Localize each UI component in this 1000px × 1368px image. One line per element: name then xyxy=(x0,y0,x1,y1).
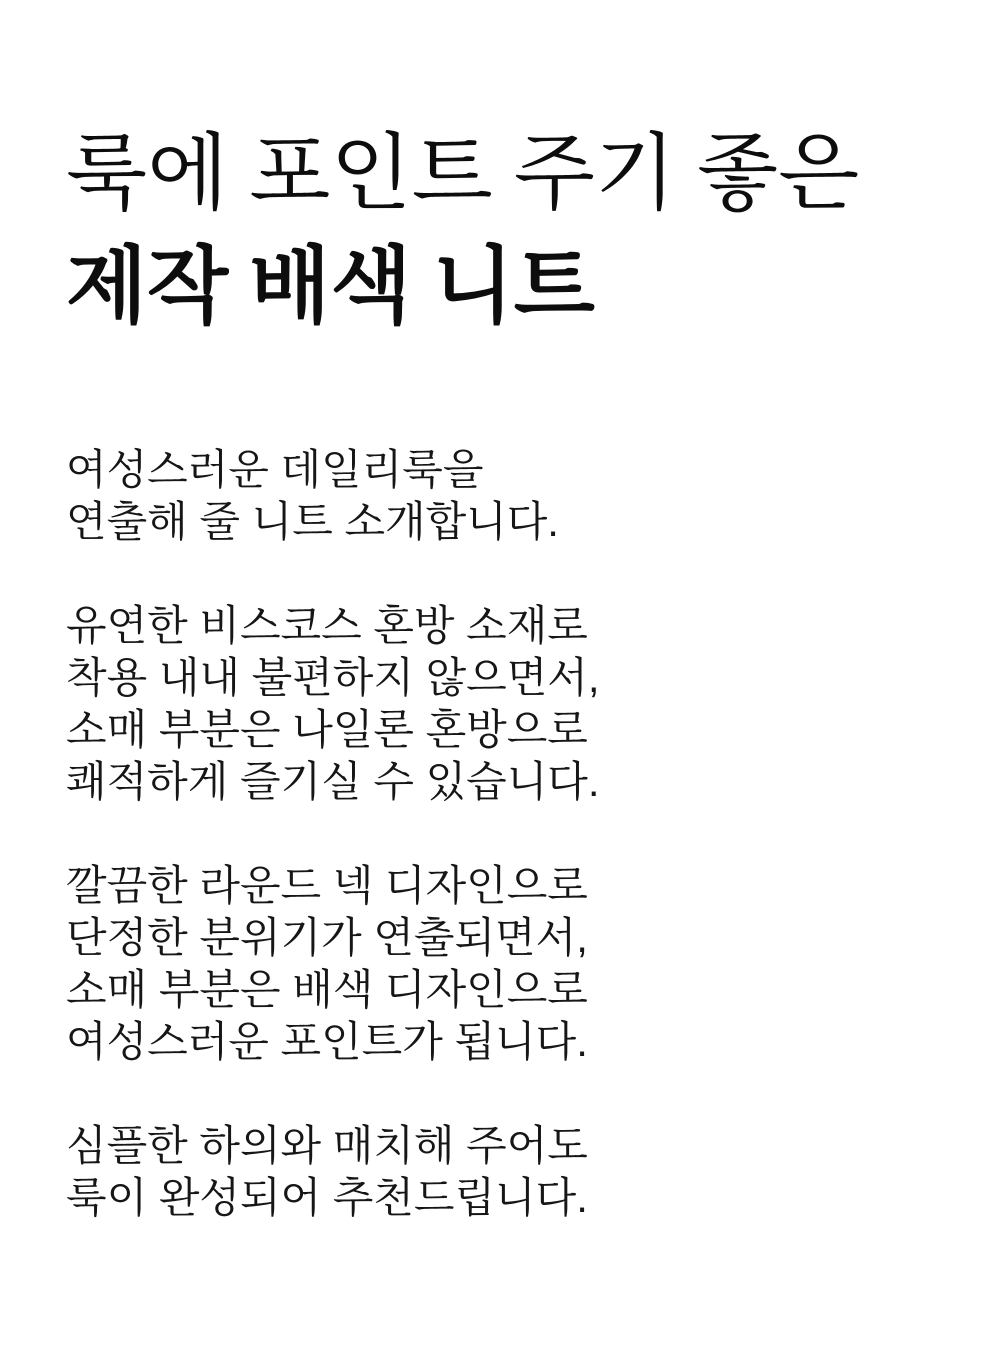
text-line: 소매 부분은 배색 디자인으로 xyxy=(66,966,588,1013)
text-line: 심플한 하의와 매치해 주어도 xyxy=(66,1122,588,1169)
description-text xyxy=(66,444,960,1224)
title-line-2: 제작 배색 니트 xyxy=(66,241,595,334)
paragraph-recommendation xyxy=(66,1120,960,1224)
text-line: 단정한 분위기가 연출되면서, xyxy=(66,914,588,961)
text-line: 여성스러운 포인트가 됩니다. xyxy=(66,1018,588,1065)
title-line-1: 룩에 포인트 주기 좋은 xyxy=(66,128,860,221)
paragraph-material xyxy=(66,600,960,808)
text-line: 룩이 완성되어 추천드립니다. xyxy=(66,1174,588,1221)
text-line: 깔끔한 라운드 넥 디자인으로 xyxy=(66,862,588,909)
text-line: 착용 내내 불편하지 않으면서, xyxy=(66,654,600,701)
page-title xyxy=(66,118,960,344)
text-line: 연출해 줄 니트 소개합니다. xyxy=(66,498,559,545)
text-line: 소매 부분은 나일론 혼방으로 xyxy=(66,706,588,753)
text-line: 여성스러운 데일리룩을 xyxy=(66,446,484,493)
text-line: 유연한 비스코스 혼방 소재로 xyxy=(66,602,588,649)
paragraph-intro xyxy=(66,444,960,548)
paragraph-design xyxy=(66,860,960,1068)
text-line: 쾌적하게 즐기실 수 있습니다. xyxy=(66,758,600,805)
